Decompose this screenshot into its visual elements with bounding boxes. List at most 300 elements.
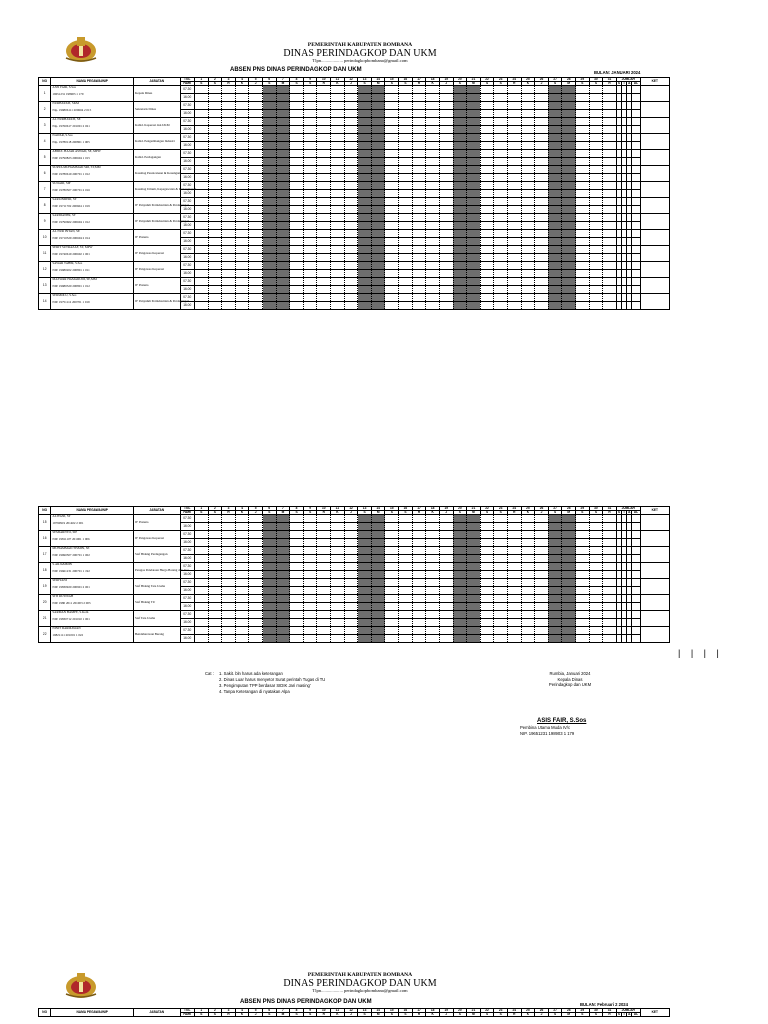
t1-cell-att	[494, 302, 508, 310]
t1-th-jabatan: JABATAN	[134, 78, 180, 86]
t1-cell-att	[222, 230, 236, 238]
t1-cell-att	[494, 158, 508, 166]
t1-cell-att	[194, 254, 208, 262]
t3-th-day-7: M	[276, 1013, 290, 1017]
t1-cell-att	[535, 198, 549, 206]
t1-cell-att	[603, 278, 617, 286]
t1-cell-att	[344, 86, 358, 94]
t1-cell-att	[426, 294, 440, 302]
t2-cell-att	[385, 587, 399, 595]
t1-cell-att	[548, 278, 562, 286]
t2-cell-att	[235, 619, 249, 627]
t1-cell-sum	[632, 222, 640, 230]
t1-cell-att	[521, 246, 535, 254]
t1-cell-att	[439, 174, 453, 182]
t1-cell-att	[208, 254, 222, 262]
t1-cell-att	[358, 238, 372, 246]
t1-cell-att	[453, 190, 467, 198]
t1-cell-att	[521, 94, 535, 102]
t2-cell-att	[507, 595, 521, 603]
t1-th-day-2: S	[208, 82, 222, 86]
t1-cell-att	[194, 286, 208, 294]
t2-cell-att	[535, 579, 549, 587]
t2-th-date-20: 20	[453, 507, 467, 511]
t2-th-date-14: 14	[371, 507, 385, 511]
t1-cell-att	[222, 190, 236, 198]
t1-cell-att	[371, 278, 385, 286]
t2-cell-att	[276, 539, 290, 547]
t1-cell-att	[276, 126, 290, 134]
t2-th-day-5: J	[249, 511, 263, 515]
signer-rank: Pembina Utama Muda IV/c	[520, 725, 571, 731]
t2-th-day-14: M	[371, 511, 385, 515]
t1-cell-att	[535, 110, 549, 118]
t1-cell-att	[222, 238, 236, 246]
t2-cell-att	[263, 619, 277, 627]
t1-cell-att	[194, 142, 208, 150]
sign-role1: Kepala Dinas	[557, 676, 583, 682]
t1-th-day-19: J	[439, 82, 453, 86]
t2-cell-att	[562, 627, 576, 635]
t3-th-day-24: R	[507, 1013, 521, 1017]
t1-cell-nama: SERMOLU, S.Sos NIP. 19751112 200701 1 019	[51, 294, 134, 310]
t1-cell-att	[358, 126, 372, 134]
t2-cell-att	[562, 611, 576, 619]
t2-cell-att	[412, 523, 426, 531]
t1-cell-att	[290, 270, 304, 278]
t1-cell-att	[194, 126, 208, 134]
t2-cell-att	[235, 579, 249, 587]
t2-cell-jabatan: Bendaharawan Barang	[134, 627, 180, 643]
t2-cell-att	[235, 635, 249, 643]
t2-cell-att	[263, 579, 277, 587]
t1-cell-att	[385, 214, 399, 222]
t1-cell-att	[548, 246, 562, 254]
t1-cell-att	[331, 262, 345, 270]
t1-cell-att	[589, 142, 603, 150]
t1-cell-att	[603, 286, 617, 294]
t1-cell-att	[331, 150, 345, 158]
t2-cell-att	[358, 571, 372, 579]
t2-cell-att	[317, 531, 331, 539]
t1-cell-att	[548, 206, 562, 214]
t1-cell-att	[521, 198, 535, 206]
t2-th-day-11: K	[331, 511, 345, 515]
t1-cell-att	[576, 270, 590, 278]
t1-cell-att	[194, 134, 208, 142]
t1-cell-att	[535, 134, 549, 142]
t2-cell-att	[494, 563, 508, 571]
t2-cell-att	[412, 627, 426, 635]
t2-cell-att	[453, 555, 467, 563]
t1-cell-att	[535, 102, 549, 110]
t2-cell-att	[385, 579, 399, 587]
t2-cell-ket	[640, 547, 669, 563]
t1-cell-att	[385, 142, 399, 150]
t2-cell-att	[317, 627, 331, 635]
t1-cell-att	[263, 102, 277, 110]
t2-cell-att	[467, 515, 481, 523]
t2-cell-att	[480, 515, 494, 523]
t1-cell-att	[399, 190, 413, 198]
t1-cell-no: 2	[39, 102, 51, 118]
t1-cell-att	[576, 110, 590, 118]
t1-cell-att	[263, 174, 277, 182]
t2-cell-att	[521, 587, 535, 595]
t1-cell-att	[222, 198, 236, 206]
t1-th-jumlah: JUMLAH	[616, 78, 640, 82]
t1-cell-att	[603, 110, 617, 118]
t2-cell-att	[222, 571, 236, 579]
t2-cell-jabatan: Staf Tata Usaha	[134, 611, 180, 627]
t1-cell-att	[222, 262, 236, 270]
t1-cell-att	[303, 94, 317, 102]
t1-cell-att	[249, 166, 263, 174]
t1-cell-att	[603, 118, 617, 126]
t2-cell-att	[194, 547, 208, 555]
t1-cell-sum	[632, 278, 640, 286]
t1-cell-att	[344, 238, 358, 246]
t1-cell-att	[589, 246, 603, 254]
t1-cell-att	[576, 262, 590, 270]
t1-cell-jam-in: 07.30	[180, 134, 194, 142]
t2-cell-att	[263, 539, 277, 547]
t1-cell-att	[263, 134, 277, 142]
t1-cell-att	[276, 302, 290, 310]
t1-cell-att	[548, 158, 562, 166]
t1-cell-att	[548, 214, 562, 222]
t2-cell-att	[208, 531, 222, 539]
t1-cell-att	[331, 294, 345, 302]
t1-cell-att	[548, 134, 562, 142]
t2-cell-att	[399, 531, 413, 539]
t1-cell-att	[358, 286, 372, 294]
t1-cell-att	[194, 182, 208, 190]
t1-cell-att	[290, 126, 304, 134]
t2-cell-att	[521, 571, 535, 579]
t1-cell-att	[399, 86, 413, 94]
t2-cell-att	[276, 563, 290, 571]
t1-cell-att	[371, 110, 385, 118]
t1-cell-att	[385, 94, 399, 102]
t2-cell-att	[507, 635, 521, 643]
t1-cell-att	[426, 246, 440, 254]
t2-cell-att	[399, 611, 413, 619]
t2-cell-att	[576, 523, 590, 531]
t1-cell-att	[480, 110, 494, 118]
t2-cell-att	[535, 563, 549, 571]
t3-th-date-8: 8	[290, 1009, 304, 1013]
t2-cell-att	[276, 603, 290, 611]
t2-cell-att	[548, 547, 562, 555]
t2-cell-att	[249, 523, 263, 531]
t1-cell-att	[453, 206, 467, 214]
t1-cell-ket	[640, 118, 669, 134]
t1-cell-att	[344, 214, 358, 222]
t2-th-sum-s: S	[617, 510, 620, 515]
t2-cell-att	[603, 635, 617, 643]
t1-cell-att	[371, 174, 385, 182]
t2-cell-no: 22	[39, 627, 51, 643]
t1-th-date-21: 21	[467, 78, 481, 82]
t1-cell-att	[263, 94, 277, 102]
t2-cell-att	[222, 539, 236, 547]
t2-cell-jam-out: 16.00	[180, 603, 194, 611]
t1-cell-att	[249, 86, 263, 94]
header2-line2: DINAS PERINDAGKOP DAN UKM	[283, 977, 437, 989]
t2-cell-att	[453, 627, 467, 635]
t2-cell-att	[507, 627, 521, 635]
t1-cell-att	[344, 246, 358, 254]
t2-cell-nama: SERIYANI NIP. 19830920 200901 2 001	[51, 579, 134, 595]
t2-cell-att	[548, 611, 562, 619]
t2-cell-att	[603, 603, 617, 611]
t2-cell-att	[576, 635, 590, 643]
t3-th-day-12: J	[344, 1013, 358, 1017]
t3-th-day-14: M	[371, 1013, 385, 1017]
t1-cell-att	[303, 214, 317, 222]
t2-cell-att	[535, 627, 549, 635]
t1-cell-att	[371, 86, 385, 94]
t1-cell-att	[535, 206, 549, 214]
t1-cell-att	[303, 206, 317, 214]
t2-cell-att	[467, 531, 481, 539]
t2-cell-att	[548, 635, 562, 643]
t2-cell-att	[521, 627, 535, 635]
t2-th-nama: NAMA PEGAWAI/NIP	[51, 507, 134, 515]
t1-cell-att	[494, 262, 508, 270]
t2-cell-att	[331, 635, 345, 643]
t1-cell-att	[385, 182, 399, 190]
t1-cell-att	[426, 270, 440, 278]
t2-cell-jam-out: 16.00	[180, 635, 194, 643]
t1-cell-att	[521, 286, 535, 294]
t2-cell-att	[290, 611, 304, 619]
t1-cell-att	[194, 278, 208, 286]
t2-cell-att	[412, 587, 426, 595]
t2-cell-att	[480, 587, 494, 595]
t1-cell-ket	[640, 150, 669, 166]
t1-cell-att	[194, 206, 208, 214]
t1-cell-att	[235, 254, 249, 262]
t2-cell-att	[371, 619, 385, 627]
t1-cell-att	[317, 158, 331, 166]
t1-cell-att	[412, 110, 426, 118]
t1-cell-att	[507, 190, 521, 198]
t1-cell-att	[467, 158, 481, 166]
t1-cell-att	[439, 230, 453, 238]
t1-cell-att	[535, 86, 549, 94]
t1-cell-jam-out: 16.00	[180, 94, 194, 102]
t2-cell-att	[222, 627, 236, 635]
t1-th-date-22: 22	[480, 78, 494, 82]
t1-cell-nama: SARLINDERI, ST NIP. 19711702 200604 1 019	[51, 198, 134, 214]
t1-cell-att	[399, 262, 413, 270]
t1-cell-nama: SERIT SUTRAZAF, ST, MPW NIP. 19740619 200602 1 001	[51, 246, 134, 262]
t2-cell-att	[235, 627, 249, 635]
t2-cell-att	[371, 515, 385, 523]
t1-cell-att	[467, 230, 481, 238]
attendance-table-1	[38, 77, 670, 310]
t1-cell-att	[290, 118, 304, 126]
t1-cell-att	[371, 254, 385, 262]
t2-th-day-16: S	[399, 511, 413, 515]
t3-th-date-1: 1	[194, 1009, 208, 1013]
t2-cell-att	[467, 539, 481, 547]
t2-cell-att	[249, 579, 263, 587]
t1-cell-att	[480, 102, 494, 110]
t1-cell-att	[317, 238, 331, 246]
t1-cell-att	[399, 198, 413, 206]
t2-cell-att	[222, 563, 236, 571]
t1-cell-sum	[632, 102, 640, 110]
t2-cell-att	[194, 619, 208, 627]
t2-th-date-16: 16	[399, 507, 413, 511]
t1-cell-ket	[640, 294, 669, 310]
t2-cell-att	[276, 611, 290, 619]
t1-cell-att	[263, 110, 277, 118]
t2-cell-att	[467, 555, 481, 563]
t2-cell-att	[507, 539, 521, 547]
table-row	[39, 102, 670, 110]
t1-cell-att	[317, 174, 331, 182]
t1-cell-att	[235, 230, 249, 238]
t2-cell-att	[358, 619, 372, 627]
t1-cell-att	[208, 86, 222, 94]
t1-cell-att	[222, 246, 236, 254]
table-row	[39, 547, 670, 555]
t1-cell-att	[507, 238, 521, 246]
t1-cell-att	[439, 278, 453, 286]
t2-cell-att	[480, 539, 494, 547]
t1-cell-att	[439, 166, 453, 174]
t1-cell-att	[317, 278, 331, 286]
t1-cell-att	[208, 150, 222, 158]
t1-cell-att	[426, 190, 440, 198]
t1-th-day-26: J	[535, 82, 549, 86]
t1-cell-att	[507, 302, 521, 310]
t3-th-date-26: 26	[535, 1009, 549, 1013]
t1-th-ket: KET	[640, 78, 669, 86]
t1-cell-att	[208, 214, 222, 222]
t2-cell-att	[358, 627, 372, 635]
t1-cell-att	[371, 238, 385, 246]
t1-th-date-6: 6	[263, 78, 277, 82]
t1-cell-att	[194, 294, 208, 302]
t2-cell-att	[290, 579, 304, 587]
t1-cell-att	[535, 94, 549, 102]
t1-cell-ket	[640, 134, 669, 150]
t1-cell-att	[399, 118, 413, 126]
t1-cell-att	[358, 102, 372, 110]
t2-cell-att	[453, 571, 467, 579]
t1-cell-att	[562, 126, 576, 134]
t2-cell-sum	[632, 531, 640, 539]
t1-cell-att	[603, 86, 617, 94]
t1-cell-att	[453, 230, 467, 238]
table-row	[39, 198, 670, 206]
t1-cell-att	[439, 158, 453, 166]
t1-cell-att	[249, 118, 263, 126]
t1-cell-jam-in: 07.30	[180, 166, 194, 174]
t1-cell-jabatan: JF Penyuluh Perindustrian & Perdagangan	[134, 214, 180, 230]
t2-cell-att	[412, 531, 426, 539]
t2-th-day-2: S	[208, 511, 222, 515]
note-2: 2. Dinas Luar harus menyetor Surat perintah Tugas di TU	[219, 676, 326, 682]
t2-cell-att	[562, 619, 576, 627]
t1-cell-att	[480, 126, 494, 134]
t1-cell-att	[235, 262, 249, 270]
t2-cell-att	[358, 523, 372, 531]
t2-cell-att	[249, 619, 263, 627]
t1-th-date-28: 28	[562, 78, 576, 82]
t1-cell-att	[467, 102, 481, 110]
t2-cell-att	[535, 555, 549, 563]
t1-cell-att	[249, 190, 263, 198]
t1-cell-ket	[640, 198, 669, 214]
t1-cell-att	[494, 278, 508, 286]
t2-cell-att	[222, 547, 236, 555]
t1-th-date-8: 8	[290, 78, 304, 82]
notes	[205, 671, 326, 694]
t1-cell-att	[331, 286, 345, 294]
t2-cell-att	[453, 611, 467, 619]
t1-cell-att	[194, 302, 208, 310]
t2-cell-att	[331, 531, 345, 539]
t1-cell-att	[507, 206, 521, 214]
t1-cell-att	[535, 302, 549, 310]
t1-cell-att	[521, 302, 535, 310]
t1-cell-att	[412, 214, 426, 222]
t1-cell-att	[371, 118, 385, 126]
t1-cell-att	[548, 102, 562, 110]
t2-cell-att	[344, 547, 358, 555]
t1-cell-att	[603, 134, 617, 142]
t1-cell-att	[521, 214, 535, 222]
t1-cell-att	[385, 190, 399, 198]
t2-cell-att	[521, 531, 535, 539]
t2-cell-att	[222, 555, 236, 563]
t1-cell-att	[263, 126, 277, 134]
t2-cell-att	[507, 571, 521, 579]
t1-cell-att	[576, 126, 590, 134]
t1-th-day-12: J	[344, 82, 358, 86]
t1-cell-att	[507, 94, 521, 102]
t2-th-day-6: S	[263, 511, 277, 515]
t2-cell-no: 18	[39, 563, 51, 579]
t1-cell-att	[412, 254, 426, 262]
t2-cell-att	[426, 555, 440, 563]
t1-cell-jam-in: 07.30	[180, 294, 194, 302]
t1-cell-att	[290, 294, 304, 302]
t1-cell-att	[603, 190, 617, 198]
t1-cell-att	[249, 182, 263, 190]
t1-cell-att	[507, 158, 521, 166]
t2-cell-att	[208, 579, 222, 587]
t1-cell-att	[589, 102, 603, 110]
t1-th-day-18: K	[426, 82, 440, 86]
sign-place-date: Rumbia, Januari 2024	[549, 671, 591, 676]
t1-cell-att	[576, 166, 590, 174]
t1-cell-att	[222, 110, 236, 118]
t2-cell-att	[249, 547, 263, 555]
t1-cell-att	[507, 270, 521, 278]
t1-cell-att	[290, 102, 304, 110]
t1-cell-att	[453, 110, 467, 118]
t1-cell-att	[208, 238, 222, 246]
t1-cell-jam-in: 07.30	[180, 198, 194, 206]
t2-cell-att	[276, 523, 290, 531]
